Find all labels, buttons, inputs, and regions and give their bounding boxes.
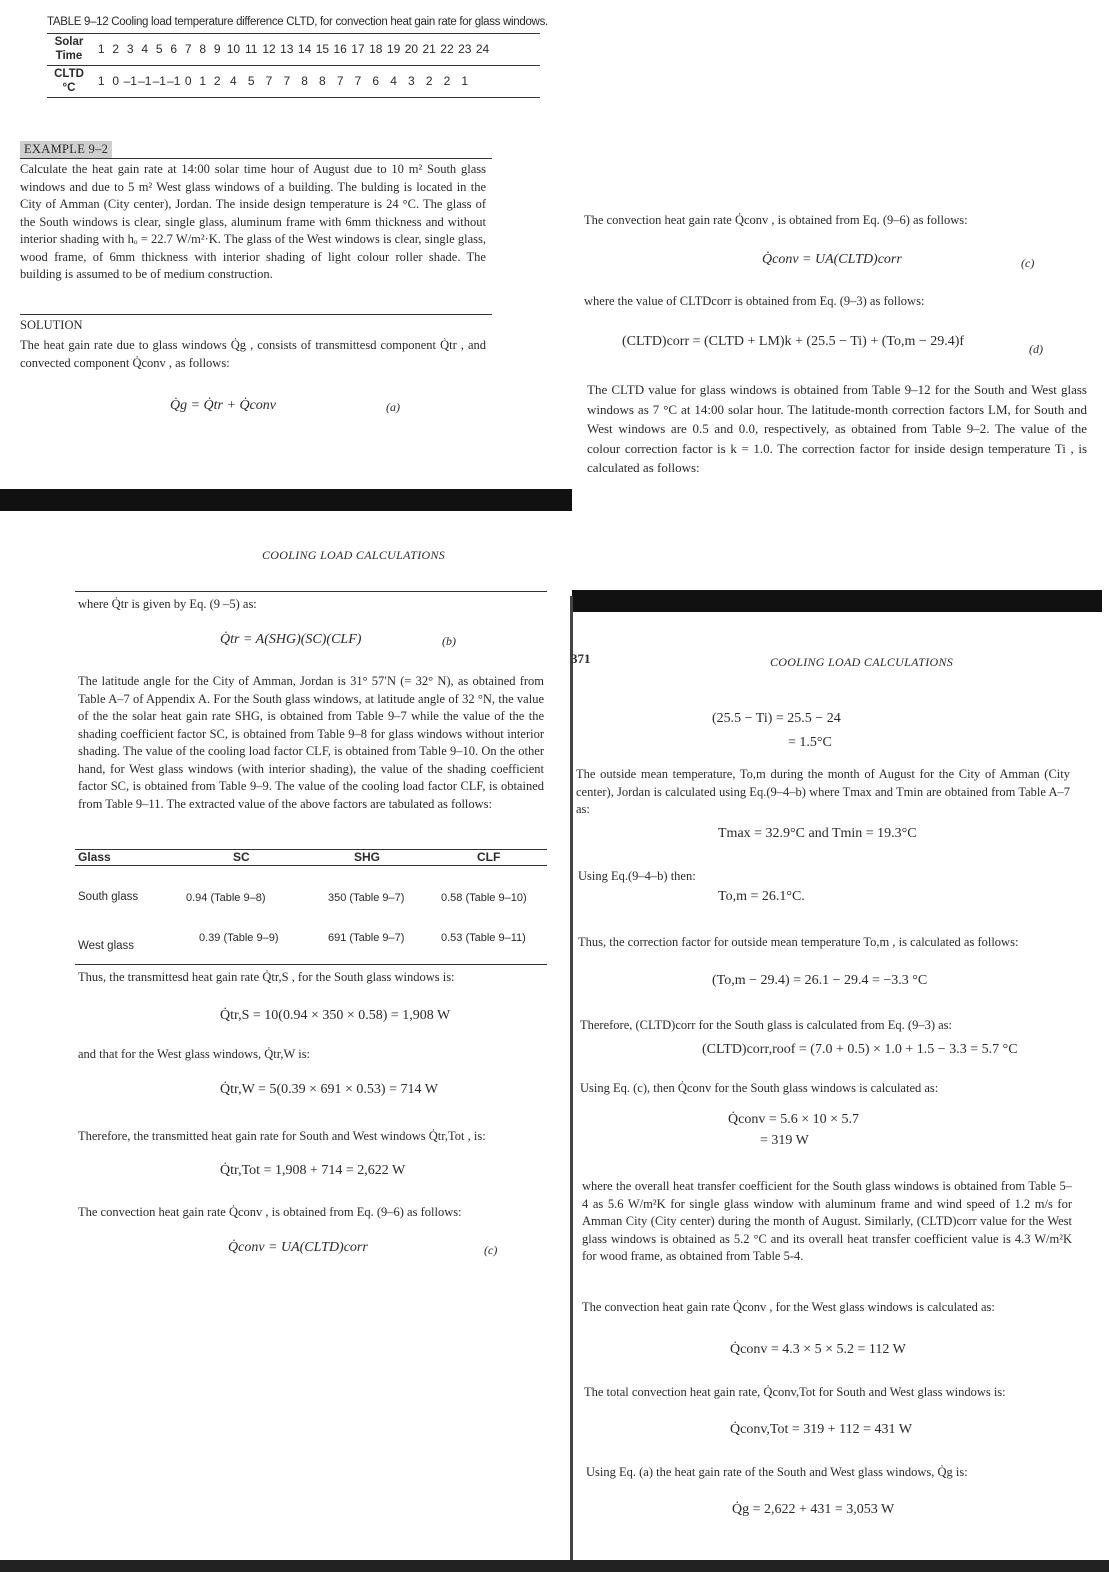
solar-time-cell: 15 <box>315 42 330 56</box>
solar-time-cell: 20 <box>404 42 419 56</box>
south-glass-shg: 350 (Table 9–7) <box>328 892 405 904</box>
solar-time-cell: 9 <box>213 42 221 56</box>
solution-label: SOLUTION <box>20 318 83 332</box>
solar-time-cell: 4 <box>141 42 149 56</box>
left-page-p4: and that for the West glass windows, Q̇tr,W is: <box>78 1047 311 1061</box>
cltd-cell: 0 <box>112 74 120 88</box>
west-glass-shg: 691 (Table 9–7) <box>328 932 405 944</box>
factors-header-glass: Glass <box>78 850 111 864</box>
solar-time-cell: 6 <box>170 42 178 56</box>
cltd-cell: –1 <box>123 74 137 88</box>
right-top-eq-d: (CLTD)corr = (CLTD + LM)k + (25.5 − Ti) + (To,m − 29.4)f <box>622 334 965 349</box>
cltd-cell: 4 <box>390 74 397 88</box>
factors-table-bottom-rule <box>75 964 547 965</box>
cltd-cell: 7 <box>283 74 291 88</box>
equation-b: Q̇tr = A(SHG)(SC)(CLF) <box>220 632 362 647</box>
south-glass-label: South glass <box>78 891 139 903</box>
equation-qconv-south-1: Q̇conv = 5.6 × 10 × 5.7 <box>728 1112 860 1127</box>
cltd-cell: 0 <box>184 74 192 88</box>
solar-label-b: Time <box>55 50 83 62</box>
right-page-p1: The outside mean temperature, To,m during the month of August for the City of Amman (City center), Jordan is calculated using Eq.(9–4–b) where Tmax and Tmin are obtained from Table A–7 as: <box>576 767 1070 816</box>
left-page-p6: The convection heat gain rate Q̇conv , is obtained from Eq. (9–6) as follows: <box>78 1205 462 1219</box>
table-bottom-rule <box>47 97 540 98</box>
left-page-header-rule <box>75 591 547 592</box>
equation-south-tr: Q̇tr,S = 10(0.94 × 350 × 0.58) = 1,908 W <box>220 1008 451 1023</box>
table-caption: TABLE 9–12 Cooling load temperature difference CLTD, for convection heat gain rate for glass windows. <box>47 16 548 28</box>
equation-total-tr: Q̇tr,Tot = 1,908 + 714 = 2,622 W <box>220 1163 406 1178</box>
right-top-p2: where the value of CLTDcorr is obtained from Eq. (9–3) as follows: <box>584 294 925 308</box>
equation-a: Q̇g = Q̇tr + Q̇conv <box>170 398 276 413</box>
factors-header-clf: CLF <box>477 850 501 864</box>
equation-b-number: (b) <box>442 634 456 648</box>
solar-time-cell: 21 <box>422 42 436 56</box>
table-mid-rule <box>47 65 540 66</box>
solar-time-cell: 14 <box>297 42 312 56</box>
solar-time-cell: 7 <box>184 42 192 56</box>
equation-qconv-total: Q̇conv,Tot = 319 + 112 = 431 W <box>730 1422 913 1437</box>
cltd-cell: 2 <box>213 74 221 88</box>
equation-outside-correction: (To,m − 29.4) = 26.1 − 29.4 = −3.3 °C <box>712 973 928 988</box>
left-page-p5: Therefore, the transmitted heat gain rate for South and West windows Q̇tr,Tot , is: <box>78 1129 486 1143</box>
right-top-eq-d-number: (d) <box>1029 342 1043 356</box>
example-label: EXAMPLE 9–2 <box>20 141 112 158</box>
cltd-cell: 1 <box>199 74 207 88</box>
solar-time-cell: 17 <box>351 42 365 56</box>
example-rule <box>20 158 492 159</box>
solar-time-cell: 5 <box>155 42 163 56</box>
solar-time-cell: 8 <box>199 42 207 56</box>
equation-tom: To,m = 26.1°C. <box>718 889 805 904</box>
equation-west-tr: Q̇tr,W = 5(0.39 × 691 × 0.53) = 714 W <box>220 1082 438 1097</box>
right-page-p9: Using Eq. (a) the heat gain rate of the South and West glass windows, Q̇g is: <box>586 1465 968 1479</box>
west-glass-sc: 0.39 (Table 9–9) <box>199 932 279 944</box>
cltd-cell: –1 <box>167 74 181 88</box>
left-page-p1: where Q̇tr is given by Eq. (9 –5) as: <box>78 597 257 611</box>
cltd-row <box>94 74 474 88</box>
south-glass-clf: 0.58 (Table 9–10) <box>441 892 527 904</box>
page-number: 371 <box>571 651 591 666</box>
solution-text: The heat gain rate due to glass windows Q̇g , consists of transmittesd component Q̇tr , and convected component Q̇conv , as follows: <box>20 338 486 370</box>
left-page-p3: Thus, the transmittesd heat gain rate Q̇tr,S , for the South glass windows is: <box>78 970 455 984</box>
equation-qconv-south-2: = 319 W <box>760 1133 809 1148</box>
cltd-cell: 5 <box>247 74 255 88</box>
equation-qconv-west: Q̇conv = 4.3 × 5 × 5.2 = 112 W <box>730 1342 906 1357</box>
solar-time-cell: 19 <box>386 42 401 56</box>
solar-time-cell: 11 <box>244 42 258 56</box>
cltd-label <box>48 67 90 95</box>
solar-time-row <box>94 42 491 56</box>
solar-time-label <box>48 35 90 63</box>
right-page-p6: where the overall heat transfer coefficient for the South glass windows is obtained from Table 5–4 as 5.6 W/m²K for single glass window with aluminum frame and wind speed of 1.2 m/s for Amman City (City center) during the month of August. Similarly, (CLTD)corr value for the West glass windows is obtained as 5.2 °C and its overall heat transfer coefficient value is 4.3 W/m²K for wood frame, as obtained from Table 5-4. <box>582 1179 1072 1263</box>
cltd-cell: 7 <box>354 74 362 88</box>
cltd-cell: 3 <box>408 74 415 88</box>
cltd-label-a: CLTD <box>54 68 84 80</box>
equation-cltd-corr: (CLTD)corr,roof = (7.0 + 0.5) × 1.0 + 1.5 − 3.3 = 5.7 °C <box>702 1042 1018 1057</box>
equation-ti-1: (25.5 − Ti) = 25.5 − 24 <box>712 711 841 726</box>
solar-time-cell: 1 <box>97 42 105 56</box>
cltd-label-b: °C <box>62 82 76 94</box>
cltd-cell: –1 <box>152 74 166 88</box>
solar-time-cell: 22 <box>440 42 454 56</box>
right-top-p3: The CLTD value for glass windows is obtained from Table 9–12 for the South and West glass windows as 7 °C at 14:00 solar hour. The latitude-month correction factors LM, for South and West windows are 0.5 and 0.0, respectively, as obtained from Table 9–2. The value of the colour correction factor is k = 1.0. The correction factor for inside design temperature Ti , is calculated as follows: <box>587 382 1087 475</box>
solar-time-cell: 10 <box>226 42 241 56</box>
cltd-cell: 7 <box>336 74 344 88</box>
right-page-header: COOLING LOAD CALCULATIONS <box>770 655 954 669</box>
factors-table-header-rule <box>75 865 547 866</box>
table-top-rule <box>47 33 540 34</box>
solar-label-a: Solar <box>54 36 84 48</box>
solar-time-cell: 16 <box>333 42 347 56</box>
solar-time-cell: 3 <box>126 42 134 56</box>
solar-time-cell: 23 <box>458 42 472 56</box>
cltd-cell: 8 <box>301 74 308 88</box>
cltd-cell: 6 <box>372 74 380 88</box>
example-text: Calculate the heat gain rate at 14:00 solar time hour of August due to 10 m² South glass windows and due to 5 m² West glass windows of a building. The bulding is located in the City of Amman (City center), Jordan. The inside design temperature is 24 °C. The glass of the South windows is clear, single glass, aluminum frame with 6mm thickness and without interior shading with hₒ = 22.7 W/m²·K. The glass of the West windows is clear, single glass, wood frame, of 6mm thickness with interior shading of light colour roller shade. The building is assumed to be of medium construction. <box>20 162 486 281</box>
example-end-rule <box>20 314 492 315</box>
solar-time-cell: 24 <box>475 42 490 56</box>
factors-header-sc: SC <box>233 850 250 864</box>
right-top-eq-c: Q̇conv = UA(CLTD)corr <box>762 252 902 267</box>
left-equation-c: Q̇conv = UA(CLTD)corr <box>228 1240 368 1255</box>
column-divider <box>570 596 573 1566</box>
solar-time-cell: 13 <box>280 42 294 56</box>
cltd-cell: 7 <box>265 74 273 88</box>
cltd-cell: 2 <box>443 74 451 88</box>
equation-final: Q̇g = 2,622 + 431 = 3,053 W <box>732 1502 895 1517</box>
solar-time-cell: 18 <box>369 42 383 56</box>
factors-header-shg: SHG <box>354 850 381 864</box>
south-glass-sc: 0.94 (Table 9–8) <box>186 892 266 904</box>
cltd-cell: 4 <box>230 74 237 88</box>
cltd-cell: 1 <box>97 74 105 88</box>
equation-ti-2: = 1.5°C <box>788 735 832 750</box>
left-page-p2: The latitude angle for the City of Amman, Jordan is 31° 57′N (= 32° N), as obtained from Table A–7 of Appendix A. For the South glass windows, at latitude angle of 32 °N, the value of the the solar heat gain rate SHG, is obtained from Table 9–7 while the value of the the shading coefficient factor SC, is obtained from Table 9–8 for glass windows without interior shading. The value of the cooling load factor CLF, is obtained from Table 9–10. On the other hand, for West glass windows (with interior shading), the value of the shading coefficient factor SC, is obtained from Table 9–9. The value of the cooling load factor CLF, is obtained from Table 9–11. The extracted value of the above factors are tabulated as follows: <box>78 674 544 811</box>
bottom-edge <box>0 1560 1109 1572</box>
right-page-p4: Therefore, (CLTD)corr for the South glass is calculated from Eq. (9–3) as: <box>580 1018 952 1032</box>
right-page-p5: Using Eq. (c), then Q̇conv for the South glass windows is calculated as: <box>580 1081 939 1095</box>
left-page-header: COOLING LOAD CALCULATIONS <box>262 548 446 562</box>
equation-a-number: (a) <box>386 400 400 414</box>
cltd-cell: –1 <box>138 74 152 88</box>
divider-bar-right <box>572 590 1102 612</box>
west-glass-clf: 0.53 (Table 9–11) <box>441 932 526 944</box>
left-equation-c-number: (c) <box>484 1243 498 1257</box>
cltd-cell: 8 <box>319 74 326 88</box>
right-top-p1: The convection heat gain rate Q̇conv , is obtained from Eq. (9–6) as follows: <box>584 213 968 227</box>
equation-tmax-tmin: Tmax = 32.9°C and Tmin = 19.3°C <box>718 826 917 841</box>
right-top-eq-c-number: (c) <box>1021 256 1035 270</box>
solar-time-cell: 12 <box>262 42 276 56</box>
right-page-p7: The convection heat gain rate Q̇conv , for the West glass windows is calculated as: <box>582 1300 995 1314</box>
divider-bar-left <box>0 489 572 511</box>
right-page-p2: Using Eq.(9–4–b) then: <box>578 869 696 883</box>
right-page-p8: The total convection heat gain rate, Q̇conv,Tot for South and West glass windows is: <box>584 1385 1006 1399</box>
right-page-p3: Thus, the correction factor for outside mean temperature To,m , is calculated as follows: <box>578 935 1019 949</box>
cltd-cell: 1 <box>461 74 469 88</box>
cltd-cell: 2 <box>425 74 433 88</box>
west-glass-label: West glass <box>78 940 135 952</box>
solar-time-cell: 2 <box>112 42 120 56</box>
